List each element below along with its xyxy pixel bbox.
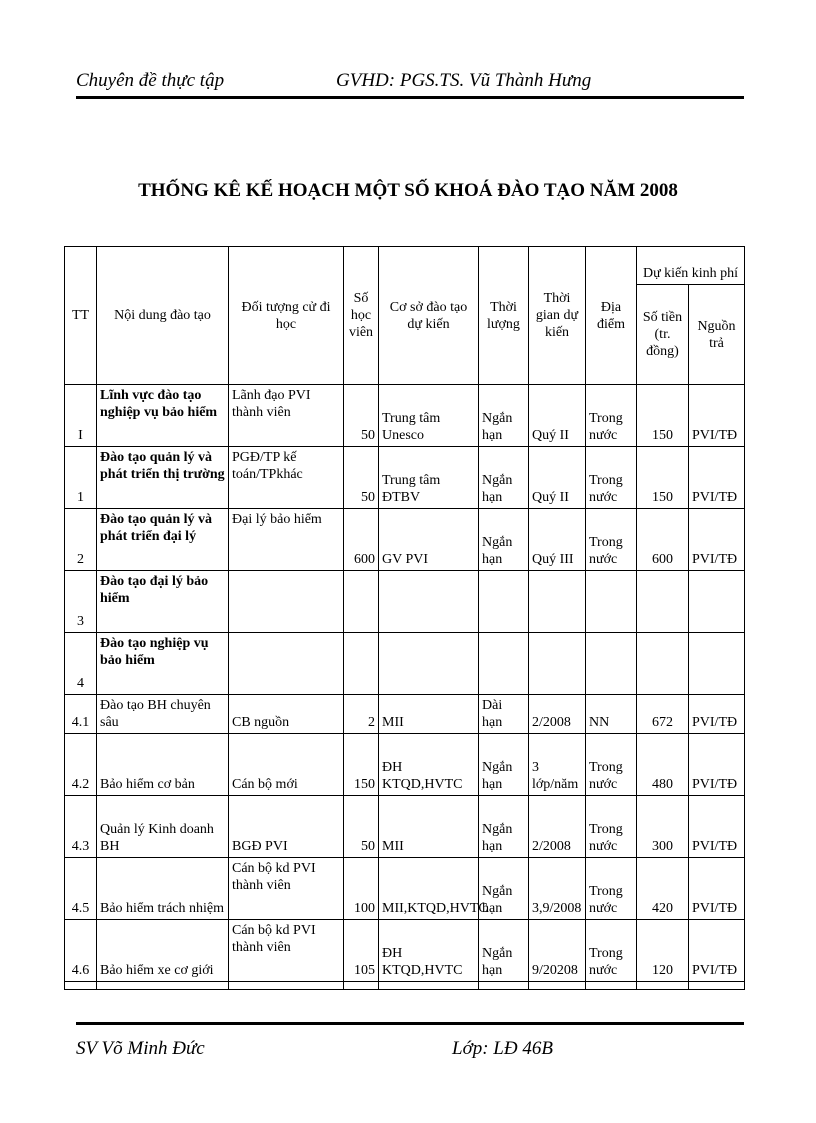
page-title: THỐNG KÊ KẾ HOẠCH MỘT SỐ KHOÁ ĐÀO TẠO NĂM 2008 (138, 180, 678, 201)
cell-time (529, 571, 586, 633)
header-duration: Thời lượng (479, 247, 529, 385)
cell-duration: Ngắn hạn (479, 447, 529, 509)
cell-time: Quý III (529, 509, 586, 571)
header-left: Chuyên đề thực tập (76, 70, 225, 91)
cell-empty (65, 982, 97, 990)
cell-source: PVI/TĐ (689, 796, 745, 858)
cell-duration: Ngắn hạn (479, 796, 529, 858)
cell-source: PVI/TĐ (689, 734, 745, 796)
cell-amount: 300 (637, 796, 689, 858)
cell-content: Bảo hiểm cơ bản (97, 734, 229, 796)
cell-source: PVI/TĐ (689, 858, 745, 920)
cell-tt: 2 (65, 509, 97, 571)
table-row (65, 858, 745, 920)
cell-amount: 120 (637, 920, 689, 982)
cell-tt: 4 (65, 633, 97, 695)
cell-amount: 150 (637, 385, 689, 447)
cell-source: PVI/TĐ (689, 447, 745, 509)
cell-duration: Ngắn hạn (479, 509, 529, 571)
cell-time: 3 lớp/năm (529, 734, 586, 796)
cell-duration: Ngắn hạn (479, 385, 529, 447)
footer-right: Lớp: LĐ 46B (452, 1038, 553, 1059)
cell-content: Đào tạo nghiệp vụ bảo hiểm (97, 633, 229, 695)
header-amount: Số tiền (tr. đồng) (637, 285, 689, 385)
cell-empty (637, 982, 689, 990)
cell-amount: 480 (637, 734, 689, 796)
cell-empty (586, 982, 637, 990)
cell-empty (344, 982, 379, 990)
cell-target: Cán bộ kd PVI thành viên (229, 920, 344, 982)
cell-empty (379, 982, 479, 990)
cell-duration: Ngắn hạn (479, 734, 529, 796)
cell-tt: 4.5 (65, 858, 97, 920)
cell-amount: 600 (637, 509, 689, 571)
cell-source: PVI/TĐ (689, 695, 745, 734)
table-row (65, 385, 745, 447)
cell-empty (689, 982, 745, 990)
cell-target: Đại lý bảo hiểm (229, 509, 344, 571)
cell-institution (379, 633, 479, 695)
cell-content: Đào tạo quản lý và phát triển thị trường (97, 447, 229, 509)
cell-content: Quản lý Kinh doanh BH (97, 796, 229, 858)
cell-source: PVI/TĐ (689, 920, 745, 982)
header-tt: TT (65, 247, 97, 385)
cell-location: Trong nước (586, 796, 637, 858)
cell-students (344, 633, 379, 695)
header-institution: Cơ sở đào tạo dự kiến (379, 247, 479, 385)
cell-target: PGĐ/TP kế toán/TPkhác (229, 447, 344, 509)
cell-empty (97, 982, 229, 990)
cell-empty (229, 982, 344, 990)
cell-source (689, 571, 745, 633)
cell-time: Quý II (529, 447, 586, 509)
cell-location (586, 571, 637, 633)
header-budget-group: Dự kiến kinh phí (637, 247, 745, 285)
cell-amount: 420 (637, 858, 689, 920)
cell-institution: MII,KTQD,HVTC (379, 858, 479, 920)
table-row (65, 571, 745, 633)
cell-time (529, 633, 586, 695)
cell-target: BGĐ PVI (229, 796, 344, 858)
cell-institution: ĐH KTQD,HVTC (379, 920, 479, 982)
cell-empty (529, 982, 586, 990)
cell-students: 150 (344, 734, 379, 796)
cell-time: 2/2008 (529, 695, 586, 734)
cell-duration: Ngắn hạn (479, 920, 529, 982)
cell-target: Cán bộ kd PVI thành viên (229, 858, 344, 920)
cell-institution: Trung tâm Unesco (379, 385, 479, 447)
cell-empty (479, 982, 529, 990)
header-location: Địa điểm (586, 247, 637, 385)
cell-source (689, 633, 745, 695)
table-row (65, 796, 745, 858)
table-row (65, 633, 745, 695)
cell-institution (379, 571, 479, 633)
cell-time: 2/2008 (529, 796, 586, 858)
cell-location: Trong nước (586, 385, 637, 447)
table-row (65, 734, 745, 796)
cell-tt: 4.3 (65, 796, 97, 858)
cell-institution: Trung tâm ĐTBV (379, 447, 479, 509)
cell-students (344, 571, 379, 633)
cell-duration (479, 571, 529, 633)
cell-students: 100 (344, 858, 379, 920)
cell-location: Trong nước (586, 447, 637, 509)
cell-tt: 3 (65, 571, 97, 633)
header-time: Thời gian dự kiến (529, 247, 586, 385)
header-right: GVHD: PGS.TS. Vũ Thành Hưng (336, 70, 592, 91)
cell-location: Trong nước (586, 509, 637, 571)
cell-duration: Ngắn hạn (479, 858, 529, 920)
cell-target (229, 633, 344, 695)
cell-students: 50 (344, 447, 379, 509)
table-row (65, 695, 745, 734)
header-content: Nội dung đào tạo (97, 247, 229, 385)
cell-time: Quý II (529, 385, 586, 447)
cell-tt: 4.1 (65, 695, 97, 734)
cell-institution: GV PVI (379, 509, 479, 571)
table-row-continued (65, 982, 745, 990)
cell-content: Đào tạo quản lý và phát triển đại lý (97, 509, 229, 571)
header-source: Nguồn trả (689, 285, 745, 385)
cell-students: 600 (344, 509, 379, 571)
footer-rule (76, 1022, 744, 1025)
cell-institution: MII (379, 695, 479, 734)
cell-source: PVI/TĐ (689, 509, 745, 571)
cell-content: Bảo hiểm xe cơ giới (97, 920, 229, 982)
cell-students: 105 (344, 920, 379, 982)
cell-location: NN (586, 695, 637, 734)
cell-amount (637, 571, 689, 633)
cell-content: Lĩnh vực đào tạo nghiệp vụ bảo hiểm (97, 385, 229, 447)
cell-students: 2 (344, 695, 379, 734)
cell-content: Đào tạo đại lý bảo hiểm (97, 571, 229, 633)
table-row (65, 920, 745, 982)
cell-target: Lãnh đạo PVI thành viên (229, 385, 344, 447)
cell-duration: Dài hạn (479, 695, 529, 734)
cell-students: 50 (344, 796, 379, 858)
cell-target: CB nguồn (229, 695, 344, 734)
cell-time: 3,9/2008 (529, 858, 586, 920)
table-row (65, 447, 745, 509)
cell-location: Trong nước (586, 920, 637, 982)
cell-tt: I (65, 385, 97, 447)
cell-tt: 4.2 (65, 734, 97, 796)
cell-target: Cán bộ mới (229, 734, 344, 796)
cell-institution: MII (379, 796, 479, 858)
cell-location (586, 633, 637, 695)
header-rule (76, 96, 744, 99)
cell-institution: ĐH KTQD,HVTC (379, 734, 479, 796)
cell-target (229, 571, 344, 633)
cell-amount (637, 633, 689, 695)
cell-time: 9/20208 (529, 920, 586, 982)
cell-amount: 150 (637, 447, 689, 509)
cell-duration (479, 633, 529, 695)
training-plan-table (64, 246, 745, 990)
cell-content: Đào tạo BH chuyên sâu (97, 695, 229, 734)
header-target: Đối tượng cử đi học (229, 247, 344, 385)
cell-amount: 672 (637, 695, 689, 734)
header-students: Số học viên (344, 247, 379, 385)
cell-tt: 4.6 (65, 920, 97, 982)
cell-tt: 1 (65, 447, 97, 509)
table-row (65, 509, 745, 571)
cell-source: PVI/TĐ (689, 385, 745, 447)
cell-location: Trong nước (586, 858, 637, 920)
cell-content: Bảo hiểm trách nhiệm (97, 858, 229, 920)
cell-students: 50 (344, 385, 379, 447)
footer-left: SV Võ Minh Đức (76, 1038, 205, 1059)
cell-location: Trong nước (586, 734, 637, 796)
